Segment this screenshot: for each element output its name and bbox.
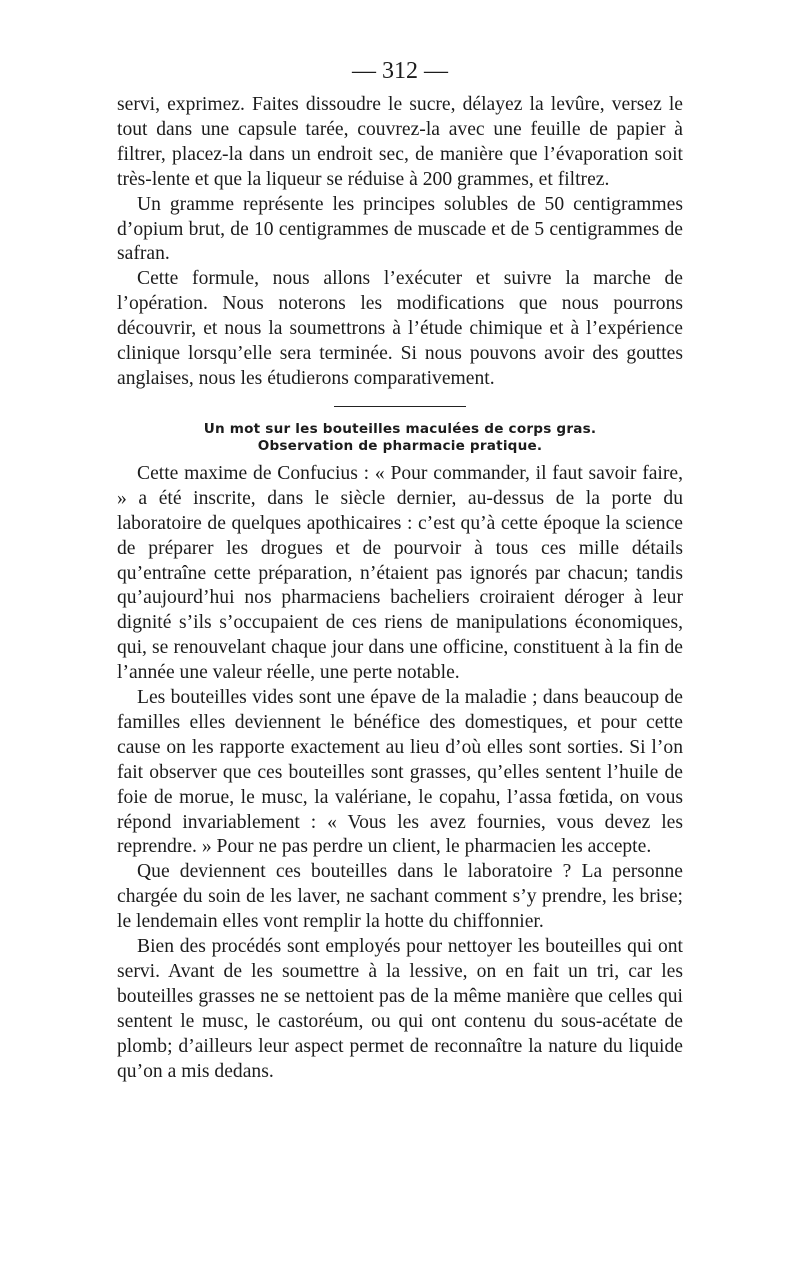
page-number: — 312 — xyxy=(352,58,448,84)
section-heading xyxy=(117,421,683,455)
paragraph-empty-bottles: Les bouteilles vides sont une épave de la maladie ; dans beaucoup de familles elles deviennent le bénéfice des domestiques, et pour cette cause on les rapporte exactement au lieu d’où elles sont sorties. Si l’on fait observer que ces bouteilles sont grasses, qu’elles sentent l’huile de foie de morue, le musc, la valériane, le copahu, l’assa fœtida, on vous répond invariablement : « Vous les avez fournies, vous devez les reprendre. » Pour ne pas perdre un client, le pharmacien les accepte. xyxy=(117,687,683,858)
book-page xyxy=(117,55,683,1085)
paragraph-continued: servi, exprimez. Faites dissoudre le sucre, délayez la levûre, versez le tout dans une capsule tarée, couvrez-la avec une feuille de papier à filtrer, placez-la dans un endroit sec, de manière que l’évaporation soit très-lente et que la liqueur se réduise à 200 grammes, et filtrez. xyxy=(117,94,683,190)
section-divider xyxy=(334,406,466,407)
paragraph-laboratory: Que deviennent ces bouteilles dans le laboratoire ? La personne chargée du soin de les laver, ne sachant comment s’y prendre, les brise; le lendemain elles vont remplir la hotte du chiffonnier. xyxy=(117,861,683,933)
paragraph-cleaning-methods: Bien des procédés sont employés pour nettoyer les bouteilles qui ont servi. Avant de les soumettre à la lessive, on en fait un tri, car les bouteilles grasses ne se nettoient pas de la même manière que celles qui sentent le musc, le castoréum, ou qui ont contenu du sous-acétate de plomb; d’ailleurs leur aspect permet de reconnaître la nature du liquide qu’on a mis dedans. xyxy=(117,936,683,1082)
section-body xyxy=(117,462,683,1085)
section-heading-subtitle: Observation de pharmacie pratique. xyxy=(257,437,543,454)
paragraph-confucius: Cette maxime de Confucius : « Pour commander, il faut savoir faire, » a été inscrite, dans le siècle dernier, au-dessus de la porte du laboratoire de quelques apothicaires : c’est qu’à cette époque la science de préparer les drogues et de pourvoir à tous ces mille détails qu’entraîne cette préparation, n’étaient pas ignorés par chacun; tandis qu’aujourd’hui nos pharmaciens bacheliers croiraient déroger à leur dignité s’ils s’occupaient de ces riens de manipulations économiques, qui, se renouvelant chaque jour dans une officine, constituent à la fin de l’année une valeur réelle, une perte notable. xyxy=(117,462,683,684)
section-heading-title: Un mot sur les bouteilles maculées de corps gras. xyxy=(203,420,597,437)
paragraph-formula-operation: Cette formule, nous allons l’exécuter et suivre la marche de l’opération. Nous noterons les modifications que nous pourrons découvrir, et nous la soumettrons à l’étude chimique et à l’expérience clinique lorsqu’elle sera terminée. Si nous pouvons avoir des gouttes anglaises, nous les étudierons comparativement. xyxy=(117,268,683,389)
paragraph-opium-composition: Un gramme représente les principes solubles de 50 centigrammes d’opium brut, de 10 centigrammes de muscade et de 5 centigrammes de safran. xyxy=(117,193,683,265)
